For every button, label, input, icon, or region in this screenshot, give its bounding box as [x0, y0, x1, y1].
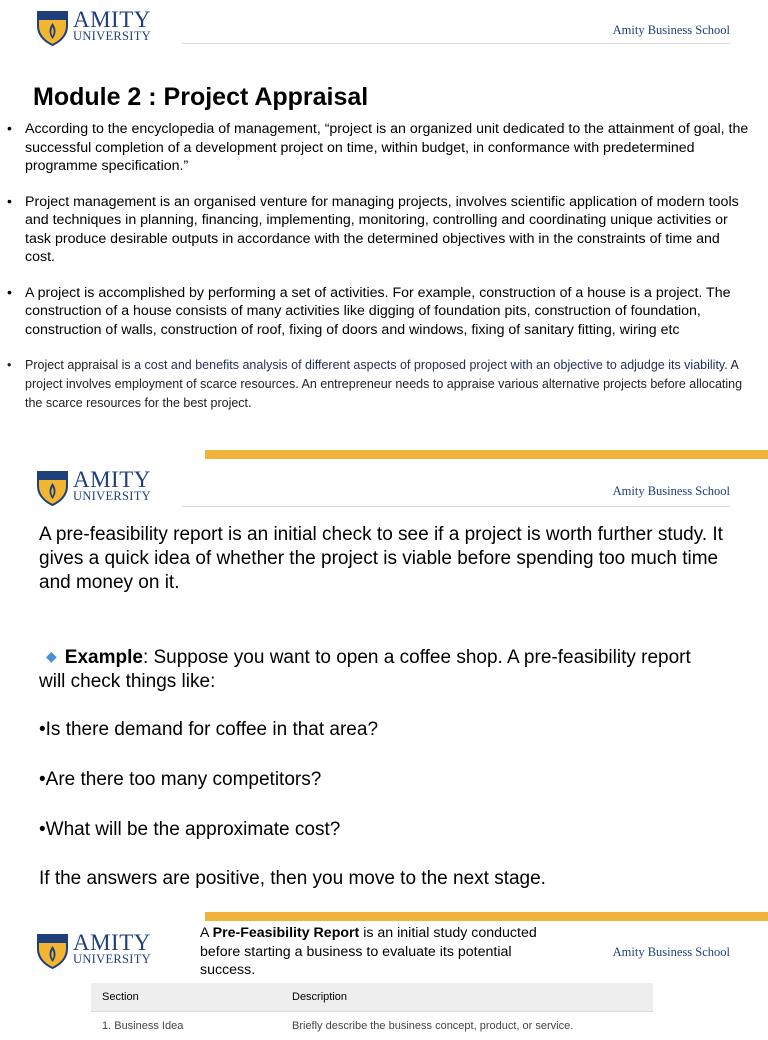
accent-band	[205, 450, 768, 459]
table-cell: 1. Business Idea	[91, 1012, 281, 1040]
example-paragraph	[39, 646, 719, 694]
slide-report-sections	[0, 908, 768, 1024]
bullet-dot-icon: •	[7, 193, 12, 212]
amity-shield-icon	[36, 470, 69, 506]
table-header: Description	[281, 983, 653, 1012]
amity-logo	[36, 933, 171, 969]
school-name: Amity Business School	[613, 484, 730, 499]
school-name: Amity Business School	[613, 945, 730, 960]
bullet-text-highlight: a cost and benefits analysis of different aspects of proposed project with an objective to adjudge its viability.	[134, 358, 728, 372]
intro-text: is an initial study conducted before starting a business to evaluate its potential success.	[200, 925, 537, 978]
example-text: : Suppose you want to open a coffee shop. A pre-feasibility report will check things like:	[39, 647, 691, 692]
bullet-list	[0, 120, 768, 413]
list-item	[0, 356, 768, 413]
list-item	[0, 193, 768, 267]
header-divider	[182, 43, 730, 44]
example-label: Example	[65, 647, 143, 668]
bullet-dot-icon: •	[7, 356, 11, 375]
check-item: •Is there demand for coffee in that area?	[39, 718, 378, 742]
logo-title: AMITY	[73, 7, 151, 33]
amity-shield-icon	[36, 10, 69, 46]
bullet-text-part: A project involves employment of scarce resources. An entrepreneur needs to appraise various alternative projects before allocating the scarce resources for the best project.	[25, 358, 742, 410]
table-cell: Briefly describe the business concept, product, or service.	[281, 1012, 653, 1040]
list-item	[0, 120, 768, 176]
report-sections-table	[91, 983, 653, 1040]
bullet-text: A project is accomplished by performing a set of activities. For example, construction of a house is a project. The construction of a house consists of many activities like digging of foundation pits, construction of foundation, construction of walls, construction of roof, fixing of doors and windows, fixing of sanitary fitting, wiring etc	[25, 285, 731, 338]
school-name: Amity Business School	[613, 23, 730, 38]
intro-bold: Pre-Feasibility Report	[213, 925, 360, 941]
logo-subtitle: UNIVERSITY	[73, 489, 151, 503]
slide-pre-feasibility	[0, 450, 768, 908]
report-intro	[200, 924, 570, 980]
logo-subtitle: UNIVERSITY	[73, 952, 151, 966]
table-row	[91, 1012, 653, 1040]
bullet-dot-icon: •	[7, 120, 12, 139]
conclusion-text: If the answers are positive, then you move to the next stage.	[39, 867, 546, 891]
check-item: •Are there too many competitors?	[39, 768, 321, 792]
table-header-row	[91, 983, 653, 1012]
diamond-bullet-icon: ◆	[46, 648, 57, 664]
bullet-text: According to the encyclopedia of management, “project is an organized unit dedicated to the attainment of goal, the successful completion of a development project on time, within budget, in conformance with predetermined programme specification.”	[25, 121, 748, 174]
header-divider	[182, 506, 730, 507]
logo-title: AMITY	[73, 930, 151, 956]
bullet-text-part: Project appraisal is	[25, 358, 134, 372]
amity-logo	[36, 10, 171, 46]
intro-text: A	[200, 925, 213, 941]
slide-module-2	[0, 0, 768, 450]
intro-paragraph: A pre-feasibility report is an initial check to see if a project is worth further study. It gives a quick idea of whether the project is viable before spending too much time and money on it.	[39, 523, 739, 595]
bullet-text: Project management is an organised venture for managing projects, involves scientific application of modern tools and techniques in planning, financing, implementing, monitoring, controlling and coordinating unique activities or task produce desirable outputs in accordance with the determined objectives with in the constraints of time and cost.	[25, 194, 739, 266]
page-title: Module 2 : Project Appraisal	[33, 82, 368, 112]
amity-logo	[36, 470, 171, 506]
list-item	[0, 284, 768, 340]
accent-band	[205, 912, 768, 921]
amity-shield-icon	[36, 933, 69, 969]
logo-title: AMITY	[73, 467, 151, 493]
bullet-dot-icon: •	[7, 284, 12, 303]
table-header: Section	[91, 983, 281, 1012]
logo-subtitle: UNIVERSITY	[73, 29, 151, 43]
check-item: •What will be the approximate cost?	[39, 818, 340, 842]
